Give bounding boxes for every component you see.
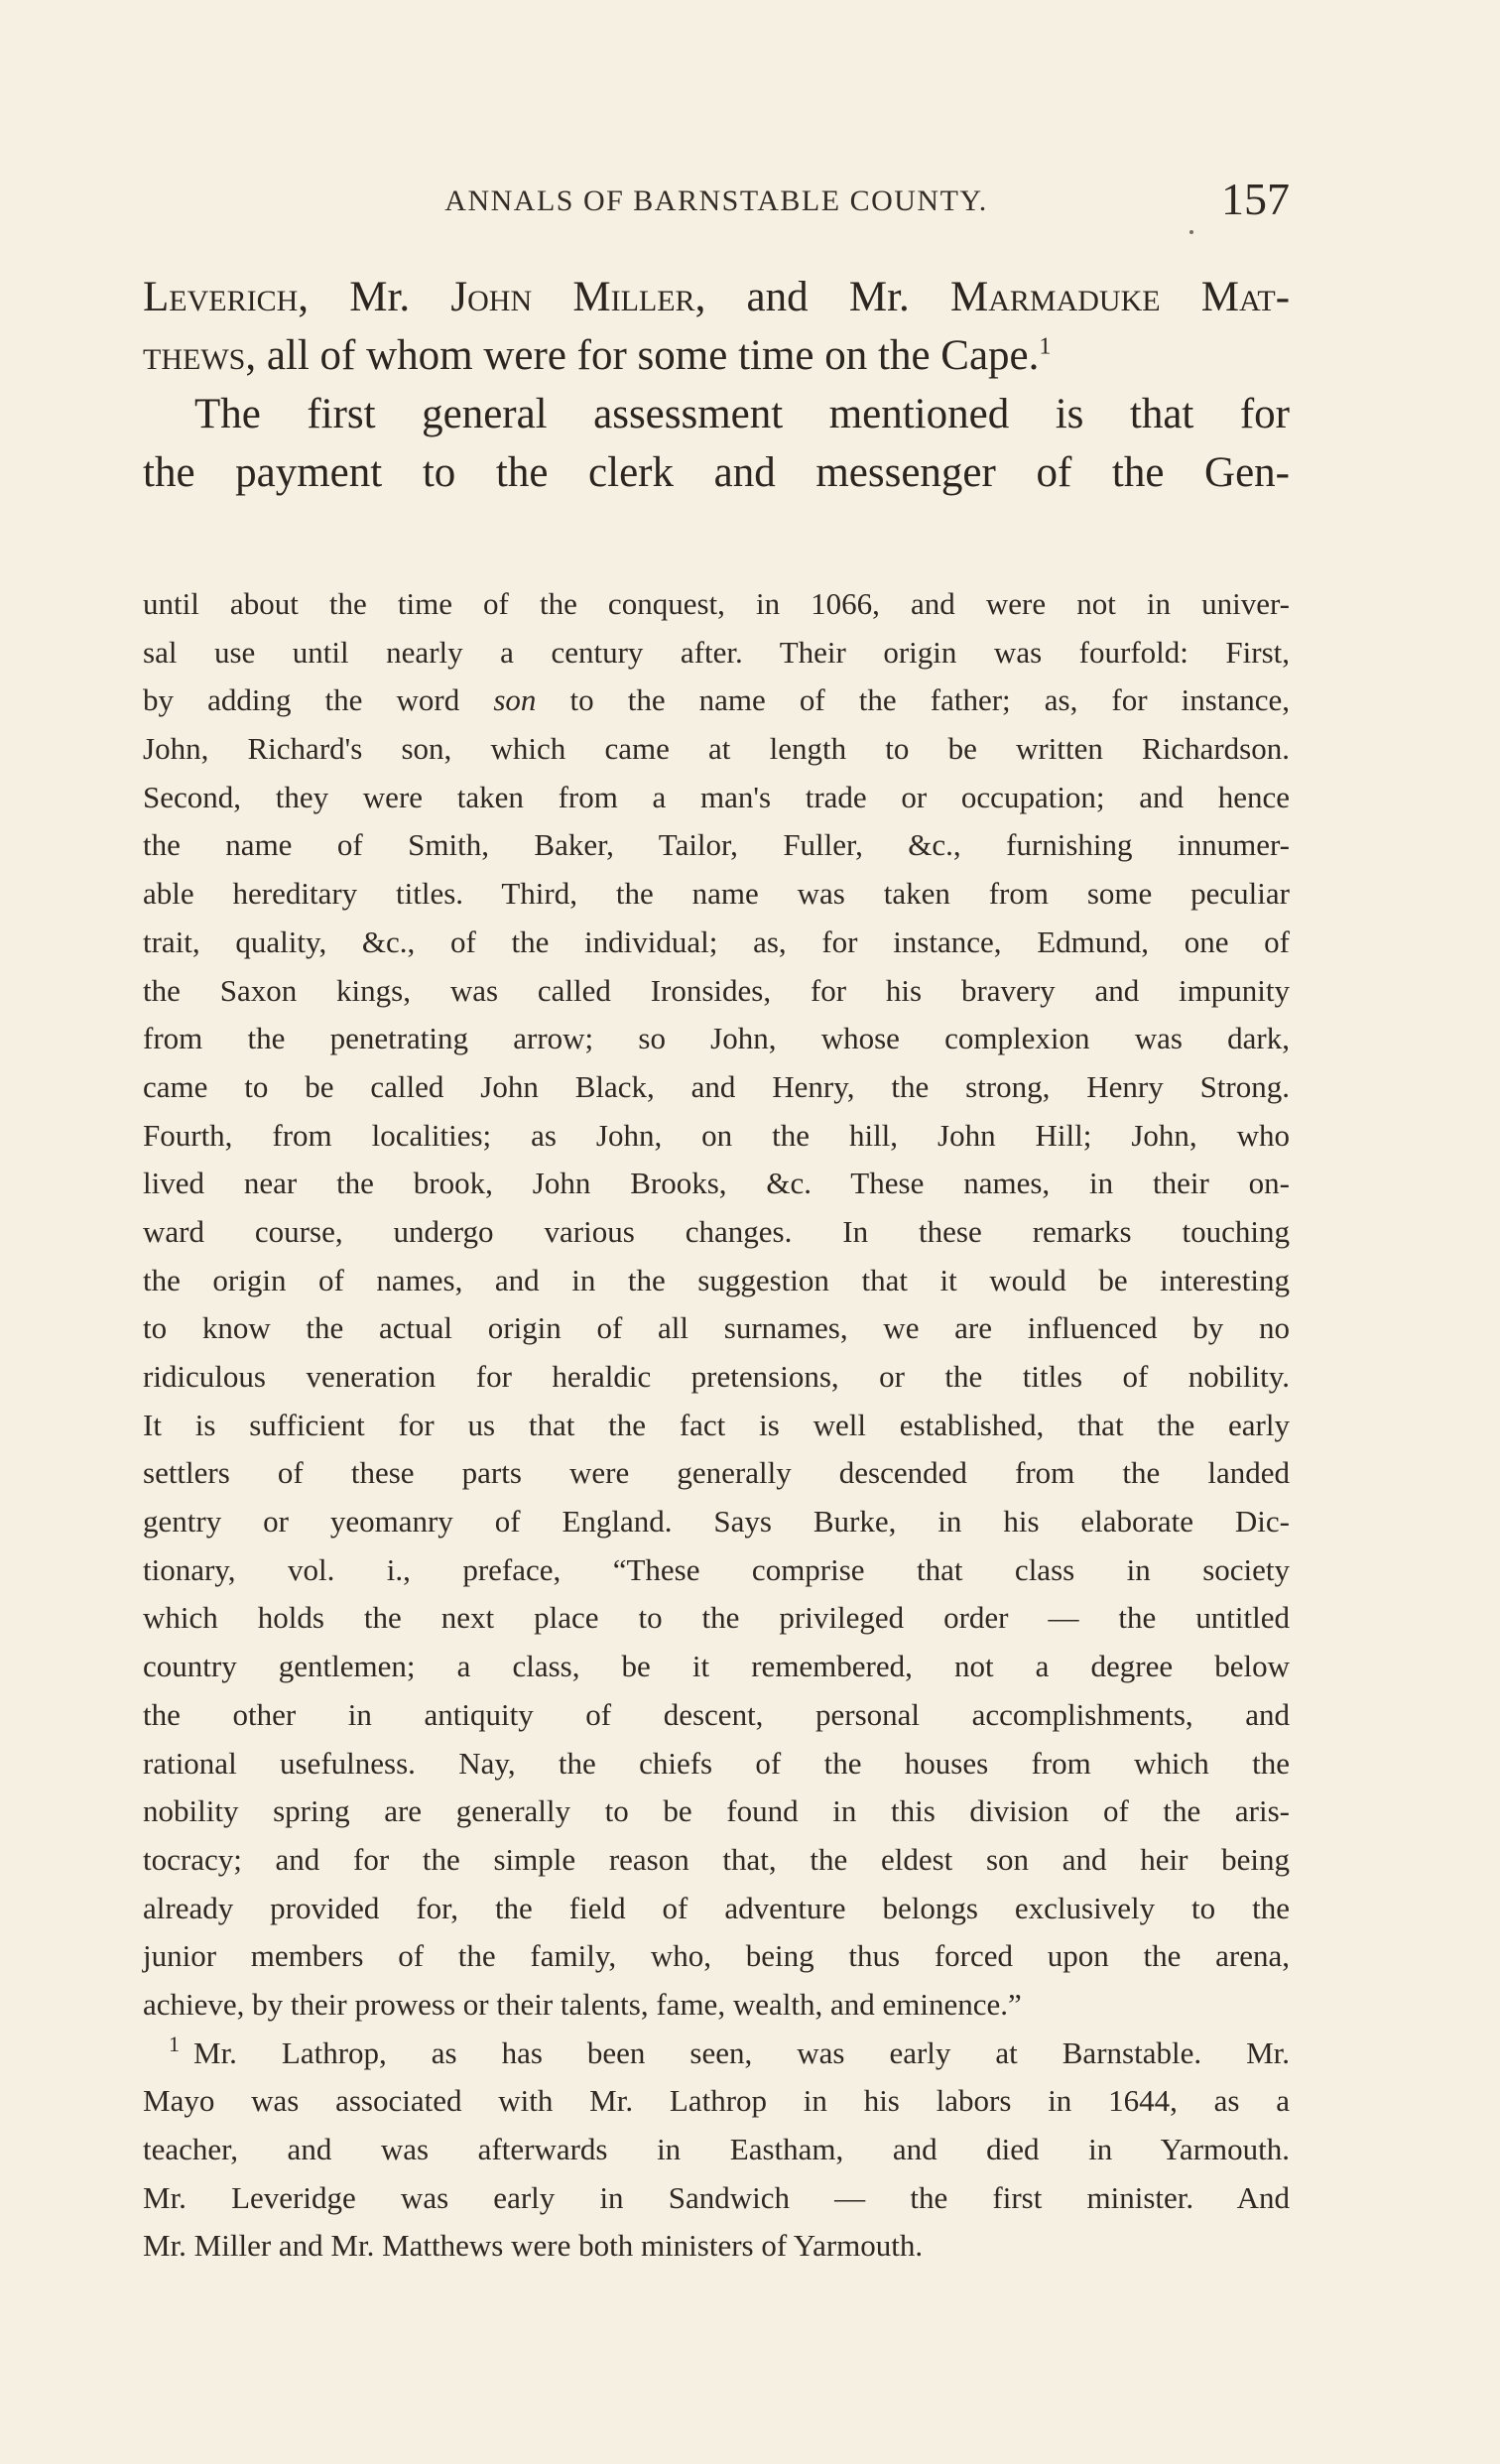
footnote-line: the Saxon kings, was called Ironsides, for his bravery and impunity — [143, 972, 1290, 1008]
footnote-line: the origin of names, and in the suggestion that it would be interesting — [143, 1262, 1290, 1297]
footnote-line: It is sufficient for us that the fact is well established, that the early — [143, 1407, 1290, 1442]
footnote-line: nobility spring are generally to be found in this division of the aris- — [143, 1793, 1290, 1829]
footnote-line: the name of Smith, Baker, Tailor, Fuller, &c., furnishing innumer- — [143, 827, 1290, 863]
footnote-line: gentry or yeomanry of England. Says Burke, in his elaborate Dic- — [143, 1504, 1290, 1540]
footnote-1-line: Mayo was associated with Mr. Lathrop in his labors in 1644, as a — [143, 2083, 1290, 2119]
footnote-line: able hereditary titles. Third, the name was taken from some peculiar — [143, 876, 1290, 912]
footnote-line: tocracy; and for the simple reason that, the eldest son and heir being — [143, 1841, 1290, 1877]
name-matthews: Mat- — [1200, 274, 1291, 320]
name-miller: Miller — [572, 274, 695, 320]
footnote-line: achieve, by their prowess or their talents, fame, wealth, and eminence.” — [143, 1986, 1022, 2022]
footnote-line: settlers of these parts were generally descended from the landed — [143, 1455, 1290, 1491]
footnote-line: already provided for, the field of adventure belongs exclusively to the — [143, 1890, 1290, 1925]
footnote-line: lived near the brook, John Brooks, &c. These names, in their on- — [143, 1166, 1290, 1201]
main-line-3: The first general assessment mentioned is that for — [194, 391, 1290, 437]
footnote-line: until about the time of the conquest, in 1066, and were not in univer- — [143, 586, 1290, 621]
footnote-line: junior members of the family, who, being thus forced upon the arena, — [143, 1938, 1290, 1974]
footnote-line: tionary, vol. i., preface, “These comprise that class in society — [143, 1551, 1290, 1587]
main-text — [143, 268, 1290, 502]
footnote-1-line: Mr. Leveridge was early in Sandwich — the first minister. And — [143, 2179, 1290, 2215]
footnote-line: which holds the next place to the privileged order — the untitled — [143, 1600, 1290, 1636]
footnote-reference: 1 — [1039, 333, 1052, 360]
footnote-line: to know the actual origin of all surnames, we are influenced by no — [143, 1310, 1290, 1346]
page-header — [143, 174, 1290, 236]
footnote-1-line: teacher, and was afterwards in Eastham, and died in Yarmouth. — [143, 2132, 1290, 2166]
name-john: John — [450, 274, 533, 320]
name-matthews-cont: thews — [143, 332, 246, 379]
footnote-line: by adding the word son to the name of the father; as, for instance, — [143, 682, 1290, 718]
page-number: 157 — [1221, 174, 1290, 224]
footnotes — [143, 580, 1290, 2271]
footnote-line: ward course, undergo various changes. In these remarks touching — [143, 1213, 1290, 1249]
main-line-1: Leverich, Mr. John Miller, and Mr. Marmaduke Mat- — [143, 274, 1291, 320]
footnote-line: Fourth, from localities; as John, on the hill, John Hill; John, who — [143, 1117, 1290, 1153]
ink-speck — [1189, 230, 1193, 234]
running-title: ANNALS OF BARNSTABLE COUNTY. — [444, 185, 988, 217]
footnote-line: from the penetrating arrow; so John, whose complexion was dark, — [143, 1021, 1290, 1056]
main-line-4: the payment to the clerk and messenger of the Gen- — [143, 449, 1290, 496]
footnote-line: the other in antiquity of descent, personal accomplishments, and — [143, 1696, 1290, 1732]
footnote-line: sal use until nearly a century after. Their origin was fourfold: First, — [143, 634, 1290, 670]
name-leverich: Leverich — [143, 274, 299, 320]
footnote-line: came to be called John Black, and Henry, the strong, Henry Strong. — [143, 1068, 1290, 1104]
footnote-1-line: $^1$ Mr. Lathrop, as has been seen, was early at Barnstable. Mr. — [169, 2032, 1290, 2070]
footnote-line: trait, quality, &c., of the individual; as, for instance, Edmund, one of — [143, 924, 1290, 959]
footnote-line: ridiculous veneration for heraldic pretensions, or the titles of nobility. — [143, 1359, 1290, 1394]
footnote-line: rational usefulness. Nay, the chiefs of the houses from which the — [143, 1745, 1290, 1781]
footnote-line: country gentlemen; a class, be it remembered, not a degree below — [143, 1649, 1290, 1684]
footnote-marker: 1 — [169, 2032, 180, 2057]
main-line-2: thews, all of whom were for some time on the Cape.$^1$ — [143, 332, 1052, 379]
footnote-line: John, Richard's son, which came at length to be written Richardson. — [143, 731, 1290, 767]
footnote-1-line: Mr. Miller and Mr. Matthews were both ministers of Yarmouth. — [143, 2228, 924, 2264]
name-marmaduke: Marmaduke — [950, 274, 1161, 320]
italic-word: son — [493, 682, 537, 718]
footnote-line: Second, they were taken from a man's trade or occupation; and hence — [143, 779, 1290, 814]
